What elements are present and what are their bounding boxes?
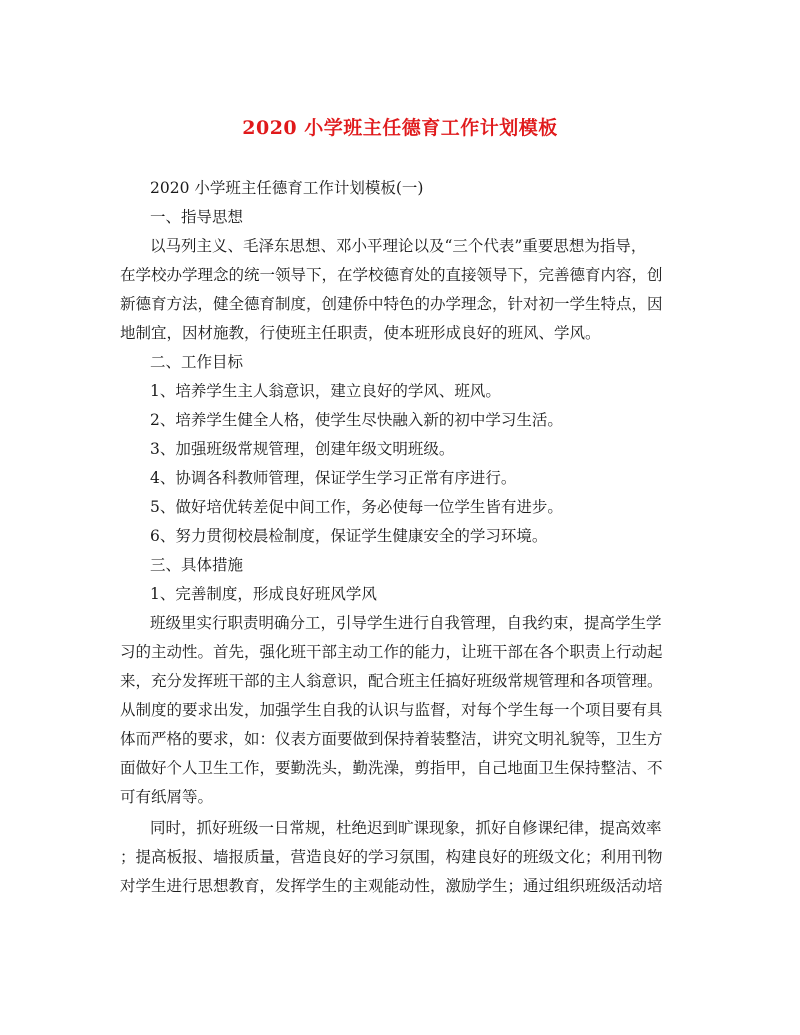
document-title: 2020 小学班主任德育工作计划模板 [242, 117, 558, 139]
list-item: 6、努力贯彻校晨检制度，保证学生健康安全的学习环境。 [150, 527, 548, 545]
paragraph-line: 从制度的要求出发，加强学生自我的认识与监督，对每个学生每一个项目要有具 [120, 701, 663, 719]
paragraph-line: 班级里实行职责明确分工，引导学生进行自我管理，自我约束，提高学生学 [150, 614, 662, 632]
list-item: 1、培养学生主人翁意识，建立良好的学风、班风。 [150, 382, 501, 400]
paragraph-line: 新德育方法，健全德育制度，创建侨中特色的办学理念，针对初一学生特点，因 [120, 295, 663, 313]
paragraph-line: 2020 小学班主任德育工作计划模板(一) [150, 179, 424, 197]
list-item: 2、培养学生健全人格，使学生尽快融入新的初中学习生活。 [150, 411, 563, 429]
section-heading: 二、工作目标 [150, 353, 244, 371]
paragraph-line: 在学校办学理念的统一领导下，在学校德育处的直接领导下，完善德育内容，创 [120, 266, 663, 284]
section-heading: 一、指导思想 [150, 208, 244, 226]
paragraph-line: 习的主动性。首先，强化班干部主动工作的能力，让班干部在各个职责上行动起 [120, 643, 663, 661]
paragraph-line: ；提高板报、墙报质量，营造良好的学习氛围，构建良好的班级文化；利用刊物 [120, 848, 663, 866]
paragraph-line: 面做好个人卫生工作，要勤洗头，勤洗澡，剪指甲，自己地面卫生保持整洁、不 [120, 759, 663, 777]
list-item: 3、加强班级常规管理，创建年级文明班级。 [150, 440, 455, 458]
paragraph-line: 体而严格的要求，如：仪表方面要做到保持着装整洁，讲究文明礼貌等，卫生方 [120, 730, 663, 748]
paragraph-line: 来，充分发挥班干部的主人翁意识，配合班主任搞好班级常规管理和各项管理。 [120, 672, 663, 690]
list-item: 5、做好培优转差促中间工作，务必使每一位学生皆有进步。 [150, 498, 563, 516]
section-heading: 三、具体措施 [150, 556, 244, 574]
paragraph-line: 可有纸屑等。 [120, 788, 214, 806]
paragraph-line: 以马列主义、毛泽东思想、邓小平理论以及“三个代表”重要思想为指导， [150, 237, 647, 255]
subsection-heading: 1、完善制度，形成良好班风学风 [150, 585, 377, 603]
paragraph-line: 同时，抓好班级一日常规，杜绝迟到旷课现象，抓好自修课纪律，提高效率 [150, 819, 662, 837]
paragraph-line: 对学生进行思想教育，发挥学生的主观能动性，激励学生；通过组织班级活动培 [120, 877, 663, 895]
list-item: 4、协调各科教师管理，保证学生学习正常有序进行。 [150, 469, 517, 487]
document-body [120, 174, 668, 901]
paragraph-line: 地制宜，因材施教，行使班主任职责，使本班形成良好的班风、学风。 [120, 324, 601, 342]
